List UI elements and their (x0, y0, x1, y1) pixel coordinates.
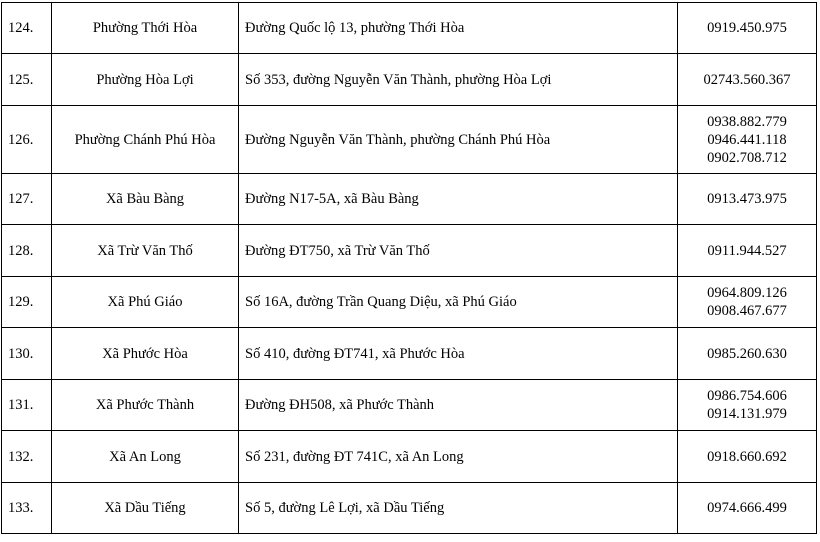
ward-name: Xã Phước Thành (52, 380, 239, 431)
row-number: 131. (2, 380, 52, 431)
address: Đường N17-5A, xã Bàu Bàng (239, 174, 678, 225)
address-table (1, 2, 817, 534)
table-row (2, 483, 817, 534)
table-row (2, 380, 817, 431)
phone-cell (678, 54, 817, 106)
address: Đường Quốc lộ 13, phường Thới Hòa (239, 3, 678, 54)
phone-number: 0914.131.979 (707, 406, 787, 422)
ward-name: Phường Hòa Lợi (52, 54, 239, 106)
table-row (2, 3, 817, 54)
ward-name: Xã Phú Giáo (52, 277, 239, 328)
table-row (2, 328, 817, 380)
phone-cell (678, 277, 817, 328)
table-row (2, 106, 817, 174)
phone-number: 0938.882.779 (707, 113, 787, 130)
phone-number: 02743.560.367 (703, 71, 791, 88)
phone-cell (678, 483, 817, 534)
phone-cell (678, 174, 817, 225)
phone-number: 0913.473.975 (707, 191, 787, 207)
row-number: 125. (2, 54, 52, 106)
ward-name: Phường Thới Hòa (52, 3, 239, 54)
ward-name: Xã An Long (52, 431, 239, 483)
table-row (2, 54, 817, 106)
ward-name: Xã Phước Hòa (52, 328, 239, 380)
row-number: 132. (2, 431, 52, 483)
address: Đường ĐH508, xã Phước Thành (239, 380, 678, 431)
table-row (2, 277, 817, 328)
address: Đường Nguyễn Văn Thành, phường Chánh Phú Hòa (239, 106, 678, 174)
row-number: 126. (2, 106, 52, 174)
phone-cell (678, 106, 817, 174)
row-number: 130. (2, 328, 52, 380)
table-row (2, 431, 817, 483)
phone-number: 0908.467.677 (707, 303, 787, 319)
phone-cell (678, 328, 817, 380)
table-row (2, 174, 817, 225)
phone-number: 0974.666.499 (707, 500, 787, 516)
phone-cell (678, 225, 817, 277)
row-number: 127. (2, 174, 52, 225)
ward-name: Xã Dầu Tiếng (52, 483, 239, 534)
row-number: 124. (2, 3, 52, 54)
phone-cell (678, 380, 817, 431)
row-number: 128. (2, 225, 52, 277)
phone-number: 0902.708.712 (707, 149, 787, 166)
ward-name: Xã Bàu Bàng (52, 174, 239, 225)
phone-number: 0911.944.527 (707, 242, 787, 259)
ward-name: Phường Chánh Phú Hòa (52, 106, 239, 174)
phone-number: 0919.450.975 (707, 20, 787, 36)
row-number: 129. (2, 277, 52, 328)
address: Số 353, đường Nguyễn Văn Thành, phường Hòa Lợi (239, 54, 678, 106)
address: Số 410, đường ĐT741, xã Phước Hòa (239, 328, 678, 380)
table-row (2, 225, 817, 277)
phone-number: 0986.754.606 (707, 388, 787, 404)
phone-number: 0985.260.630 (707, 345, 787, 362)
ward-name: Xã Trừ Văn Thố (52, 225, 239, 277)
address: Số 5, đường Lê Lợi, xã Dầu Tiếng (239, 483, 678, 534)
address: Số 231, đường ĐT 741C, xã An Long (239, 431, 678, 483)
address: Số 16A, đường Trần Quang Diệu, xã Phú Giáo (239, 277, 678, 328)
phone-cell (678, 431, 817, 483)
phone-number: 0946.441.118 (707, 131, 787, 148)
phone-number: 0918.660.692 (707, 448, 787, 465)
phone-number: 0964.809.126 (707, 285, 787, 301)
address: Đường ĐT750, xã Trừ Văn Thố (239, 225, 678, 277)
row-number: 133. (2, 483, 52, 534)
phone-cell (678, 3, 817, 54)
